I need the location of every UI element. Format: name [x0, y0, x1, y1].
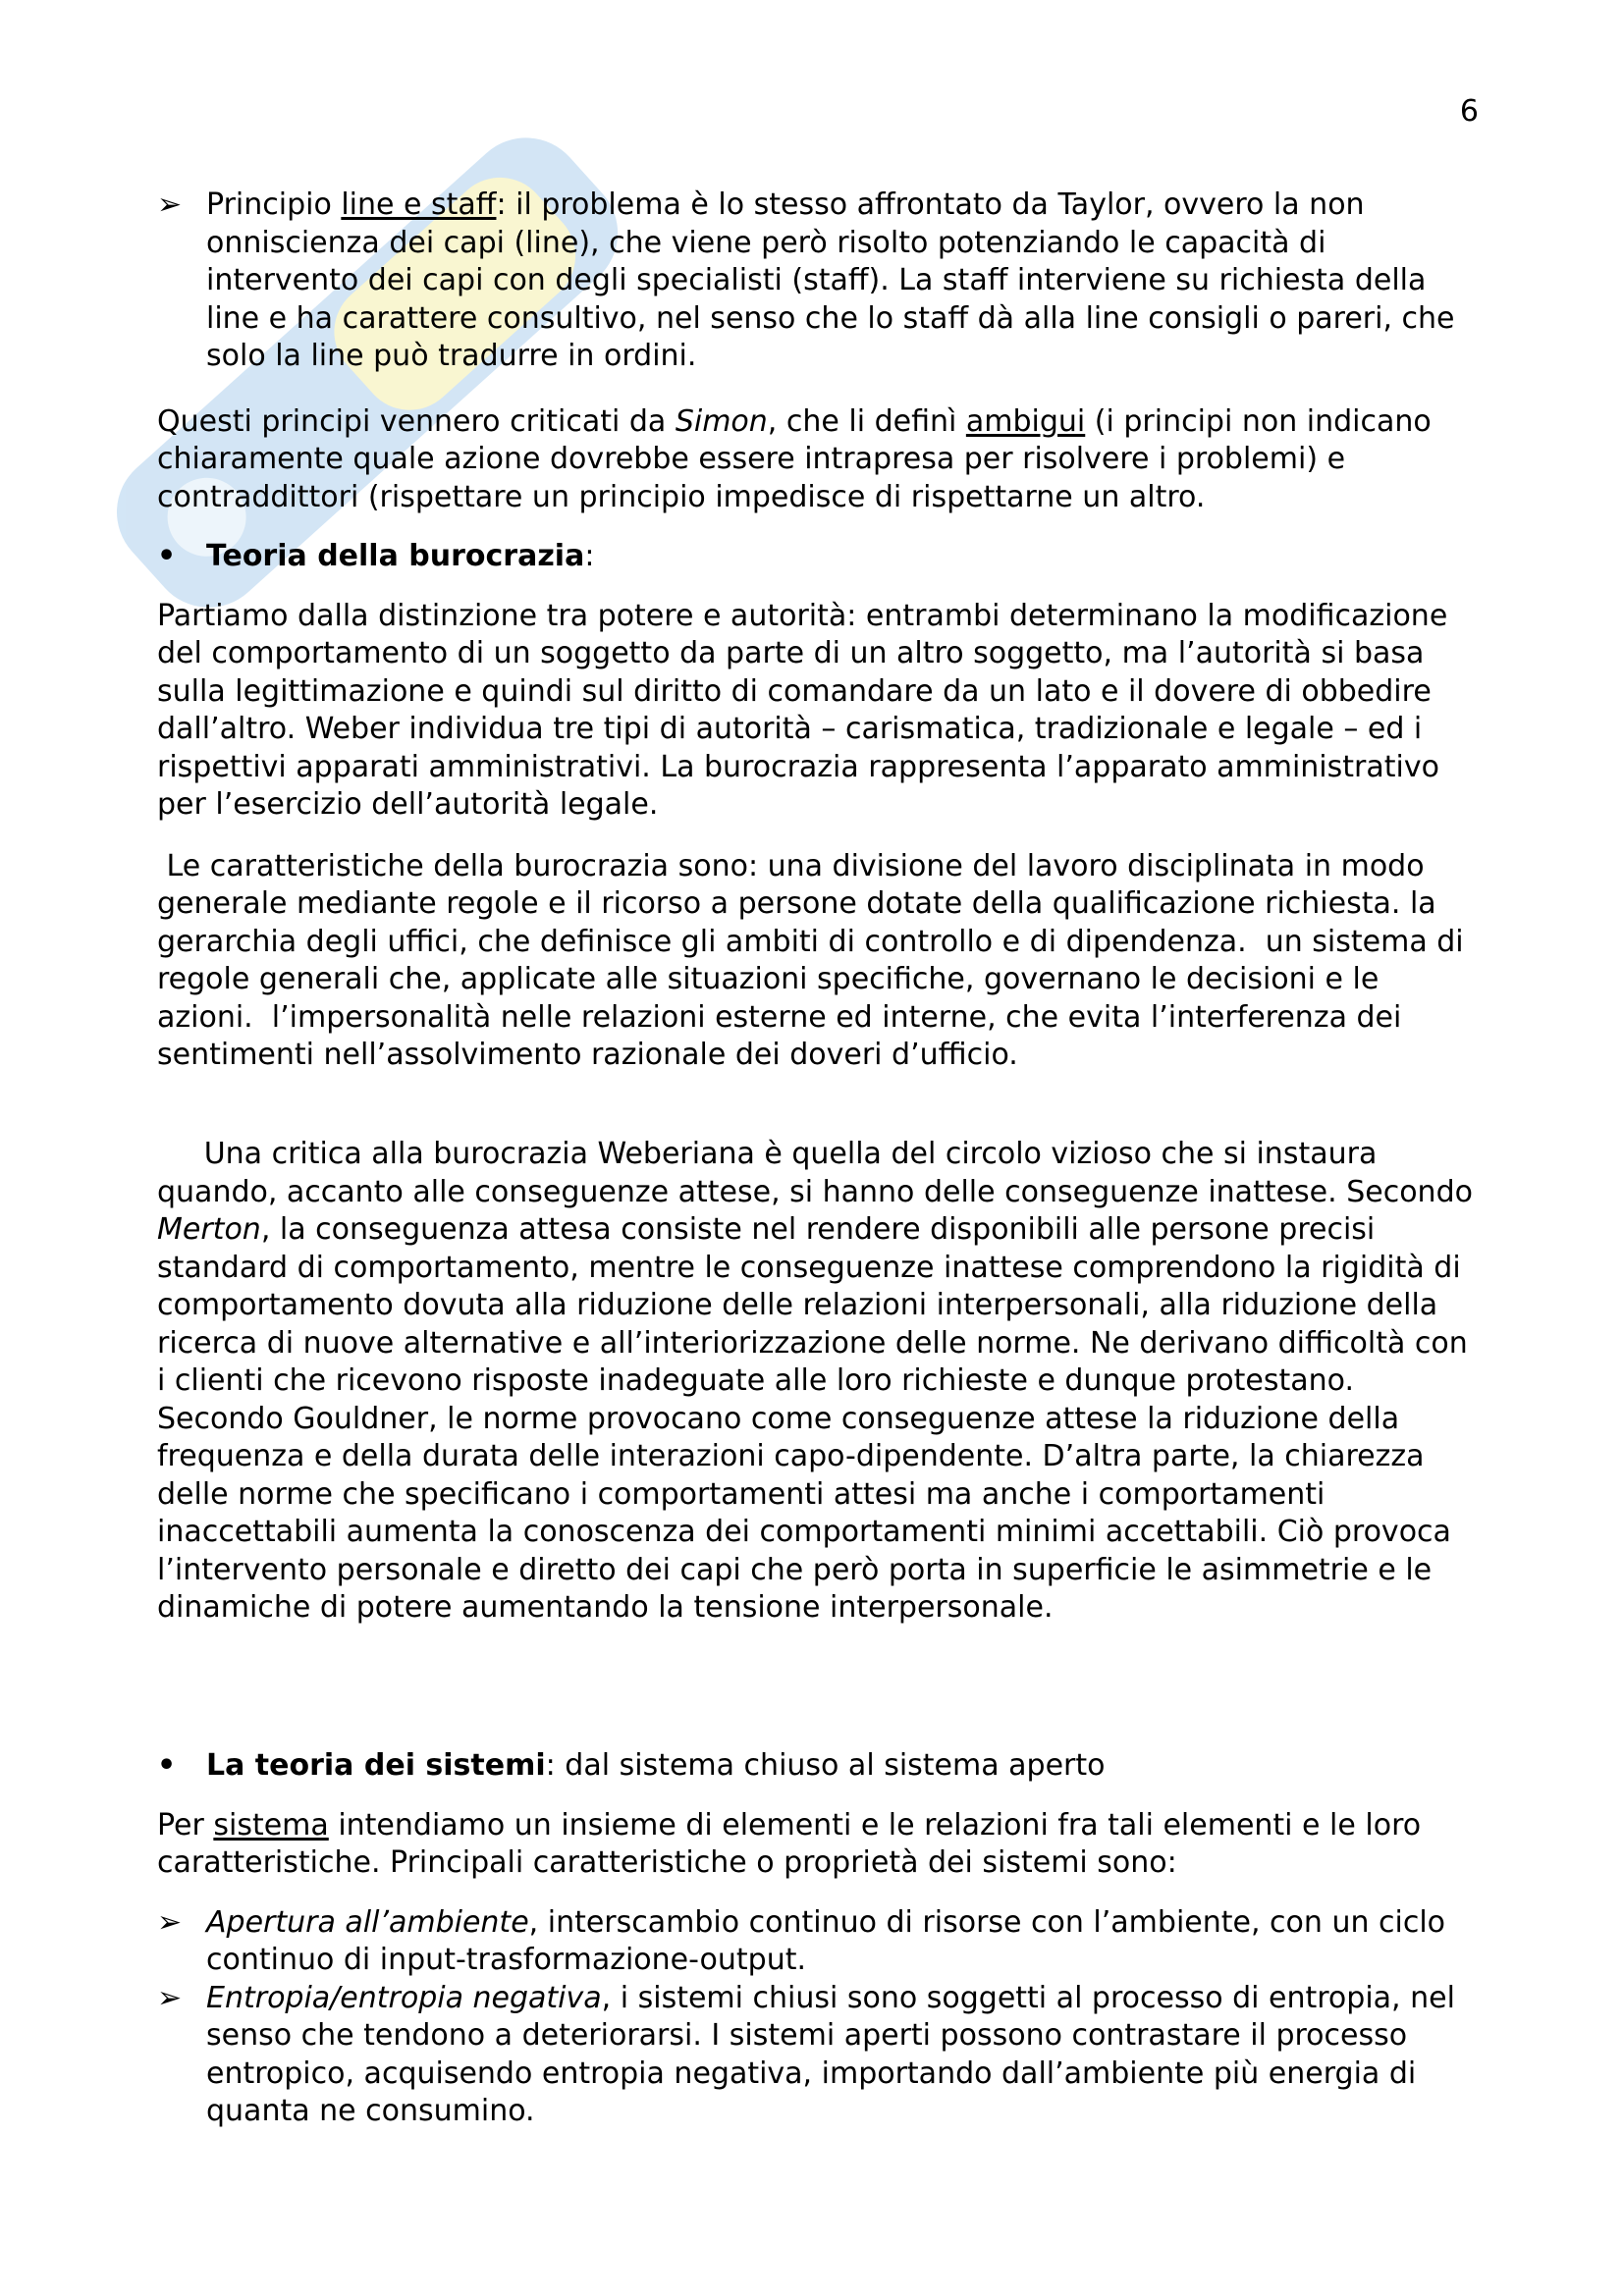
heading-burocrazia	[157, 538, 1483, 576]
heading-rest: : dal sistema chiuso al sistema aperto	[545, 1748, 1106, 1783]
text-fragment: , la conseguenza attesa consiste nel rendere disponibili alle persone precisi standard di comportamento, mentre le conseguenze inattese comprendono la rigidità di comportamento dovuta alla riduzione delle relazioni interpersonali, alla riduzione della ricerca di nuove alternative e all’interiorizzazione delle norme. Ne derivano difficoltà con i clienti che ricevono risposte inadeguate alle loro richieste e dunque protestano. Secondo Gouldner, le norme provocano come conseguenze attese la riduzione della frequenza e della durata delle interazioni capo-dipendente. D’altra parte, la chiarezza delle norme che specificano i comportamenti attesi ma anche i comportamenti inaccettabili aumenta la conoscenza dei comportamenti minimi accettabili. Ciò provoca l’intervento personale e diretto dei capi che però porta in superficie le asimmetrie e le dinamiche di potere aumentando la tensione interpersonale.	[157, 1212, 1478, 1625]
arrow-bullet-icon: ➢	[157, 187, 183, 222]
arrow-bullet-icon: ➢	[157, 1904, 183, 1940]
bullet-dot-icon: •	[157, 539, 177, 573]
page-number: 6	[1459, 94, 1479, 129]
text-fragment: , interscambio continuo di risorse con l’ambiente, con un ciclo continuo di input-trasformazione-output.	[206, 1904, 1446, 1977]
term-ambigui: ambigui	[965, 403, 1086, 439]
author-simon: Simon	[675, 403, 768, 439]
term-sistema: sistema	[213, 1807, 329, 1842]
text-fragment: Una critica alla burocrazia Weberiana è quella del circolo vizioso che si instaura quando, accanto alle conseguenze attese, si hanno delle conseguenze inattese. Secondo	[157, 1137, 1483, 1209]
list-item-apertura	[157, 1904, 1483, 1980]
term-line-staff: line e staff	[341, 187, 497, 222]
list-item-entropia	[157, 1980, 1483, 2131]
arrow-bullet-icon: ➢	[157, 1980, 183, 2015]
list-item-line-staff	[157, 187, 1483, 376]
text-fragment: Questi principi vennero criticati da	[157, 403, 676, 439]
paragraph-critica	[157, 1098, 1483, 1666]
document-body	[157, 187, 1483, 2131]
text-fragment: , i sistemi chiusi sono soggetti al processo di entropia, nel senso che tendono a deteriorarsi. I sistemi aperti possono contrastare il processo entropico, acquisendo entropia negativa, importando dall’ambiente più energia di quanta ne consumino.	[206, 1980, 1455, 2128]
bullet-dot-icon: •	[157, 1748, 177, 1783]
text-fragment: : il problema è lo stesso affrontato da Taylor, ovvero la non onniscienza dei capi (line), che viene però risolto potenziando le capacità di intervento dei capi con degli specialisti (staff). La staff interviene su richiesta della line e ha carattere consultivo, nel senso che lo staff dà alla line consigli o pareri, che solo la line può tradurre in ordini.	[206, 187, 1455, 373]
term-entropia: Entropia/entropia negativa	[206, 1980, 602, 2015]
heading-sistemi	[157, 1747, 1483, 1786]
paragraph-sistema	[157, 1807, 1483, 1883]
paragraph-simon	[157, 403, 1483, 517]
paragraph-potere-autorita: Partiamo dalla distinzione tra potere e autorità: entrambi determinano la modificazione del comportamento di un soggetto da parte di un altro soggetto, ma l’autorità si basa sulla legittimazione e quindi sul diritto di comandare da un lato e il dovere di obbedire dall’altro. Weber individua tre tipi di autorità – carismatica, tradizionale e legale – ed i rispettivi apparati amministrativi. La burocrazia rappresenta l’apparato amministrativo per l’esercizio dell’autorità legale.	[157, 598, 1448, 822]
text-fragment: Per	[157, 1807, 214, 1842]
heading-bold: La teoria dei sistemi	[206, 1748, 546, 1783]
text-fragment: Principio	[206, 187, 342, 222]
text-fragment: (i principi non indicano chiaramente quale azione dovrebbe essere intrapresa per risolvere i problemi) e contraddittori (rispettare un principio impedisce di rispettarne un altro.	[157, 403, 1432, 514]
term-apertura: Apertura all’ambiente	[206, 1904, 529, 1940]
paragraph-caratteristiche: Le caratteristiche della burocrazia sono: una divisione del lavoro disciplinata in modo generale mediante regole e il ricorso a persone dotate della qualificazione richiesta. la gerarchia degli uffici, che definisce gli ambiti di controllo e di dipendenza. un sistema di regole generali che, applicate alle situazioni specifiche, governano le decisioni e le azioni. l’impersonalità nelle relazioni esterne ed interne, che evita l’interferenza dei sentimenti nell’assolvimento razionale dei doveri d’ufficio.	[157, 848, 1474, 1072]
text-fragment: intendiamo un insieme di elementi e le relazioni fra tali elementi e le loro caratteristiche. Principali caratteristiche o proprietà dei sistemi sono:	[157, 1807, 1422, 1880]
heading-rest: :	[584, 539, 595, 573]
author-merton: Merton	[157, 1212, 261, 1247]
text-fragment: , che li definì	[767, 403, 966, 439]
heading-bold: Teoria della burocrazia	[206, 539, 585, 573]
